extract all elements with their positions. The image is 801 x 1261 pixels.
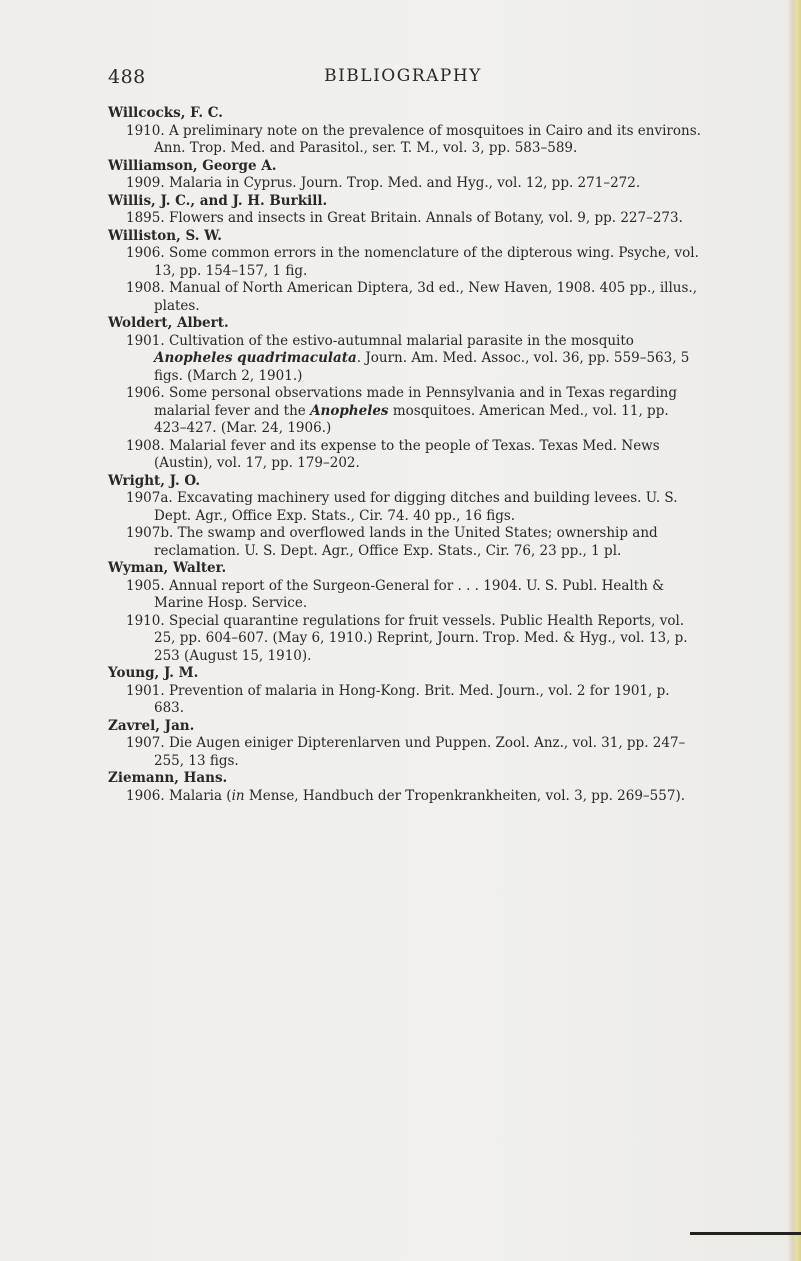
entry-year: 1907. — [126, 735, 165, 751]
entry-text: Prevention of malaria in Hong-Kong. Brit. Med. Journ., vol. 2 for 1901, p. 683. — [154, 682, 670, 716]
page-number: 488 — [108, 66, 146, 88]
entry-text: mosquitoes. American Med., vol. 11, pp. 423–427. (Mar. 24, 1906.) — [154, 402, 669, 436]
author-name: Young, J. M. — [108, 665, 199, 681]
entry-year: 1908. — [126, 437, 165, 454]
page-header — [108, 66, 698, 94]
running-head: BIBLIOGRAPHY — [324, 66, 482, 86]
entry-text: A preliminary note on the prevalence of mosquitoes in Cairo and its environs. Ann. Trop. Med. and Parasitol., ser. T. M., vol. 3, pp. 583–589. — [154, 122, 701, 156]
entry-year: 1907b. — [126, 525, 174, 541]
entry-year: 1910. — [126, 122, 165, 139]
entry-year: 1901. — [126, 332, 165, 349]
entry-year: 1906. — [126, 385, 165, 401]
bibliography-entry — [108, 245, 702, 280]
entry-text: Mense, Handbuch der Tropenkrankheiten, vol. 3, pp. 269–557). — [244, 787, 686, 804]
author-name: Ziemann, Hans. — [108, 770, 228, 786]
author-name: Zavrel, Jan. — [108, 717, 195, 734]
bibliography-entry — [108, 438, 702, 473]
bibliography-entry — [108, 613, 702, 666]
page-bottom-rule — [690, 1232, 801, 1235]
entry-italic-text: Anopheles quadrimaculata — [154, 350, 357, 366]
bibliography-entry — [108, 175, 702, 193]
bibliography-entry — [108, 210, 702, 228]
author-name: Woldert, Albert. — [108, 315, 229, 331]
bibliography-entry — [108, 578, 702, 613]
entry-text: Die Augen einiger Dipterenlarven und Puppen. Zool. Anz., vol. 31, pp. 247–255, 13 figs. — [154, 735, 686, 769]
entry-text: Cultivation of the estivo-autumnal malarial parasite in the mosquito — [168, 332, 634, 349]
entry-year: 1905. — [126, 577, 165, 594]
entry-year: 1906. — [126, 245, 165, 261]
entry-text: . Journ. Am. Med. Assoc., vol. 36, pp. 559–563, 5 figs. (March 2, 1901.) — [154, 350, 690, 384]
author-name: Williamson, George A. — [108, 157, 277, 174]
author-name: Willcocks, F. C. — [108, 105, 223, 121]
entry-text: Annual report of the Surgeon-General for . . . 1904. U. S. Publ. Health & Marine Hosp. Service. — [154, 577, 665, 611]
bibliography-list — [108, 105, 702, 805]
entry-italic-text: in — [231, 787, 245, 804]
bibliography-entry — [108, 385, 702, 438]
entry-year: 1906. — [126, 787, 165, 804]
entry-text: Malarial fever and its expense to the people of Texas. Texas Med. News (Austin), vol. 17, pp. 179–202. — [154, 437, 660, 471]
entry-year: 1910. — [126, 612, 165, 629]
entry-text: Excavating machinery used for digging ditches and building levees. U. S. Dept. Agr., Office Exp. Stats., Cir. 74. 40 pp., 16 figs. — [154, 490, 678, 524]
bibliography-entry — [108, 683, 702, 718]
author-name: Wyman, Walter. — [108, 560, 227, 576]
entry-text: Manual of North American Diptera, 3d ed., New Haven, 1908. 405 pp., illus., plates. — [154, 280, 697, 314]
bibliography-entry — [108, 525, 702, 560]
author-name: Williston, S. W. — [108, 227, 222, 244]
entry-text: Malaria in Cyprus. Journ. Trop. Med. and Hyg., vol. 12, pp. 271–272. — [168, 175, 641, 191]
entry-text: Some personal observations made in Pennsylvania and in Texas regarding malarial fever and the — [154, 385, 678, 419]
entry-year: 1907a. — [126, 490, 173, 506]
entry-text: Flowers and insects in Great Britain. Annals of Botany, vol. 9, pp. 227–273. — [168, 210, 683, 226]
bibliography-entry — [108, 280, 702, 315]
entry-text: Malaria ( — [168, 787, 232, 804]
entry-text: Some common errors in the nomenclature of the dipterous wing. Psyche, vol. 13, pp. 154–157, 1 fig. — [154, 245, 699, 279]
author-name: Willis, J. C., and J. H. Burkill. — [108, 192, 328, 209]
bibliography-entry — [108, 333, 702, 386]
entry-year: 1895. — [126, 210, 165, 226]
author-name: Wright, J. O. — [108, 472, 201, 489]
entry-year: 1901. — [126, 682, 165, 699]
bibliography-entry — [108, 123, 702, 158]
bibliography-entry — [108, 490, 702, 525]
page-edge — [787, 0, 801, 1261]
entry-text: Special quarantine regulations for fruit vessels. Public Health Reports, vol. 25, pp. 604–607. (May 6, 1910.) Reprint, Journ. Trop. Med. & Hyg., vol. 13, p. 253 (August 15, 1910). — [154, 612, 688, 664]
entry-text: The swamp and overflowed lands in the United States; ownership and reclamation. U. S. Dept. Agr., Office Exp. Stats., Cir. 76, 23 pp., 1 pl. — [154, 525, 658, 559]
bibliography-entry — [108, 788, 702, 806]
entry-year: 1909. — [126, 175, 165, 191]
bibliography-entry — [108, 735, 702, 770]
entry-year: 1908. — [126, 280, 165, 296]
entry-italic-text: Anopheles — [310, 402, 389, 419]
